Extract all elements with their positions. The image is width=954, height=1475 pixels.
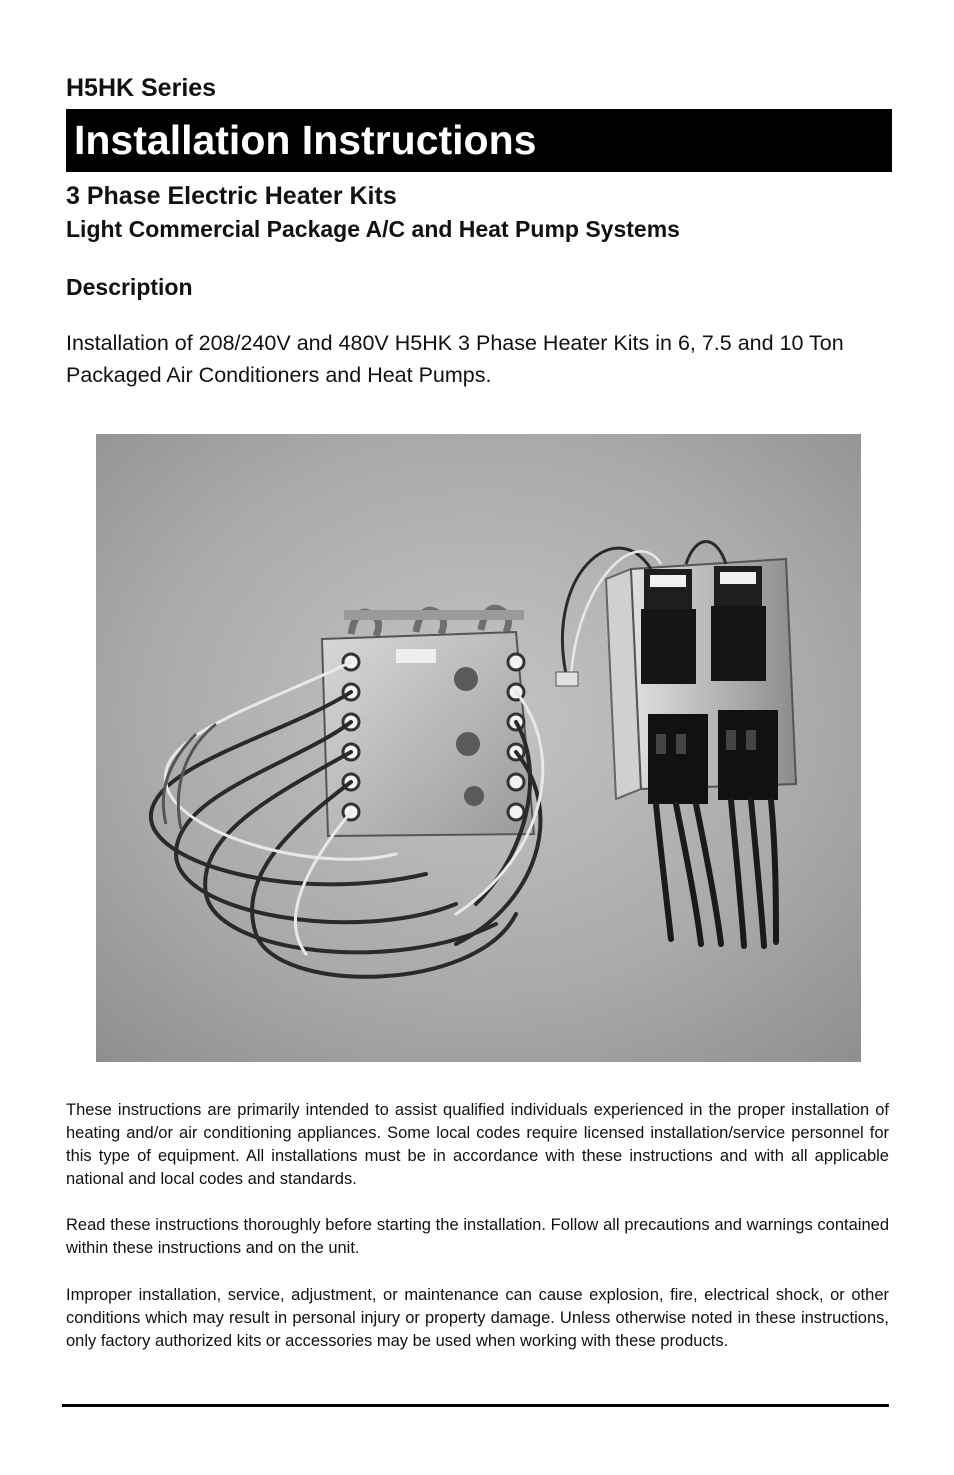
intro-paragraph: These instructions are primarily intended to assist qualified individuals experienced in the proper installation of heating and/or air conditioning appliances. Some local codes require licensed installation/service personnel for this type of equipment. All installations must be in accordance with these instructions and with all applicable national and local codes and standards. — [66, 1101, 889, 1188]
page-title: Installation Instructions — [66, 109, 892, 172]
series-label: H5HK Series — [66, 74, 217, 102]
heater-kit-photo — [96, 434, 861, 1062]
description-heading: Description — [66, 274, 193, 300]
footer-divider — [62, 1404, 889, 1407]
warning-paragraph: Improper installation, service, adjustment, or maintenance can cause explosion, fire, electrical shock, or other conditions which may result in personal injury or property damage. Unless otherwise noted in these instructions, only factory authorized kits or accessories may be used when working with these products. — [66, 1286, 889, 1350]
product-subtitle: Light Commercial Package A/C and Heat Pump Systems — [66, 216, 680, 242]
description-text: Installation of 208/240V and 480V H5HK 3 Phase Heater Kits in 6, 7.5 and 10 Ton Packaged Air Conditioners and Heat Pumps. — [66, 331, 844, 387]
read-instructions-paragraph: Read these instructions thoroughly before starting the installation. Follow all precautions and warnings contained within these instructions and on the unit. — [66, 1216, 889, 1257]
product-title: 3 Phase Electric Heater Kits — [66, 182, 397, 210]
